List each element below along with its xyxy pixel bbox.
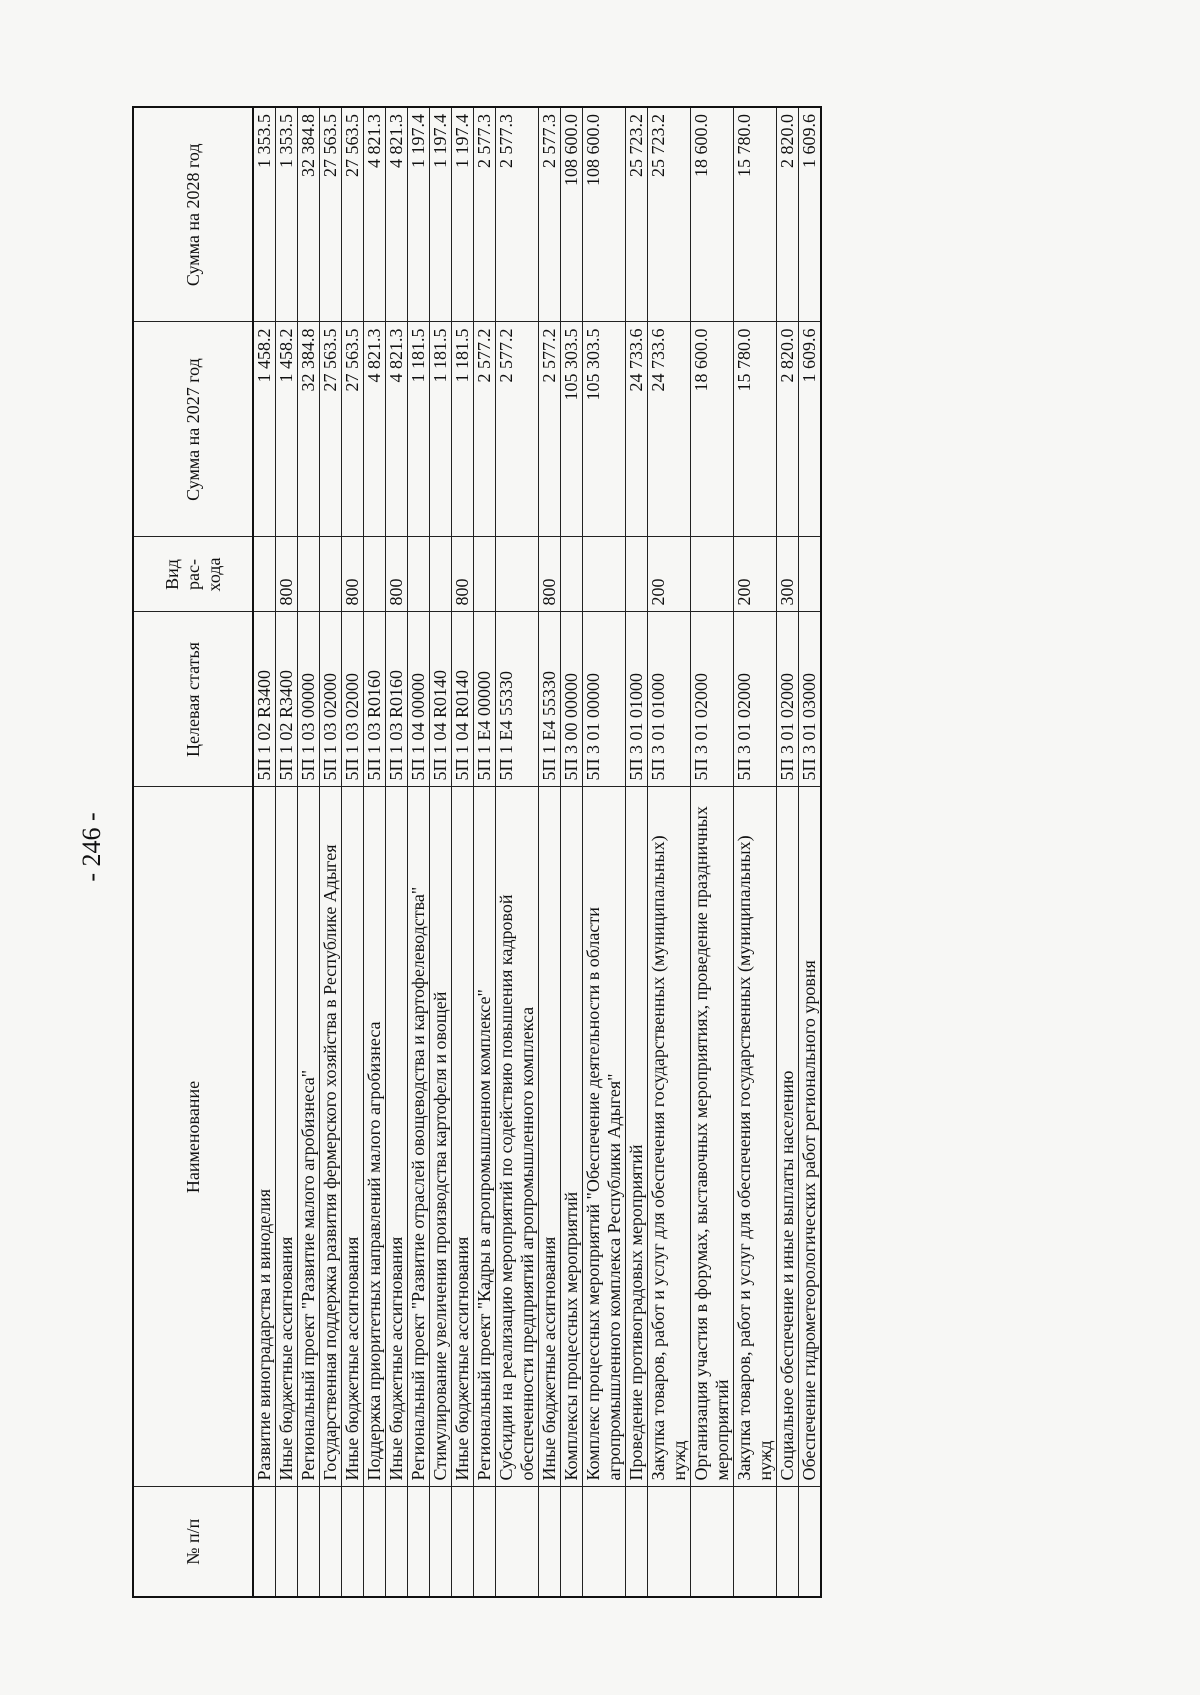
table-row xyxy=(320,107,342,1597)
cell-target: 5П 1 04 00000 xyxy=(408,612,430,787)
cell-num xyxy=(691,1487,734,1597)
cell-name: Иные бюджетные ассигнования xyxy=(386,787,408,1487)
cell-num xyxy=(320,1487,342,1597)
cell-name: Субсидии на реализацию мероприятий по содействию повышения кадровой обеспеченности предприятий агропромышленного комплекса xyxy=(496,787,539,1487)
cell-target: 5П 1 03 02000 xyxy=(320,612,342,787)
cell-num xyxy=(342,1487,364,1597)
cell-kind xyxy=(298,537,320,612)
cell-sum-2028: 1 353.5 xyxy=(253,107,276,322)
cell-target: 5П 3 01 02000 xyxy=(734,612,777,787)
cell-target: 5П 1 03 02000 xyxy=(342,612,364,787)
header-name: Наименование xyxy=(133,787,253,1487)
cell-num xyxy=(539,1487,561,1597)
cell-sum-2027: 2 577.2 xyxy=(496,322,539,537)
cell-num xyxy=(583,1487,626,1597)
cell-num xyxy=(408,1487,430,1597)
table-row xyxy=(539,107,561,1597)
cell-target: 5П 1 03 00000 xyxy=(298,612,320,787)
cell-name: Региональный проект "Развитие малого агробизнеса" xyxy=(298,787,320,1487)
cell-kind: 800 xyxy=(276,537,298,612)
cell-name: Развитие виноградарства и виноделия xyxy=(253,787,276,1487)
cell-sum-2028: 1 609.6 xyxy=(799,107,822,322)
cell-name: Комплексы процессных мероприятий xyxy=(561,787,583,1487)
cell-sum-2027: 1 609.6 xyxy=(799,322,822,537)
cell-sum-2028: 1 197.4 xyxy=(430,107,452,322)
cell-sum-2027: 1 181.5 xyxy=(430,322,452,537)
cell-target: 5П 3 01 03000 xyxy=(799,612,822,787)
cell-sum-2027: 105 303.5 xyxy=(561,322,583,537)
header-target: Целевая статья xyxy=(133,612,253,787)
cell-kind: 800 xyxy=(539,537,561,612)
cell-sum-2027: 1 458.2 xyxy=(276,322,298,537)
cell-sum-2028: 27 563.5 xyxy=(342,107,364,322)
cell-kind xyxy=(474,537,496,612)
cell-num xyxy=(430,1487,452,1597)
cell-sum-2027: 32 384.8 xyxy=(298,322,320,537)
cell-name: Иные бюджетные ассигнования xyxy=(342,787,364,1487)
cell-name: Иные бюджетные ассигнования xyxy=(539,787,561,1487)
cell-num xyxy=(777,1487,799,1597)
cell-sum-2027: 4 821.3 xyxy=(386,322,408,537)
cell-target: 5П 1 E4 00000 xyxy=(474,612,496,787)
cell-kind xyxy=(496,537,539,612)
cell-sum-2027: 1 458.2 xyxy=(253,322,276,537)
cell-sum-2028: 32 384.8 xyxy=(298,107,320,322)
cell-kind: 200 xyxy=(648,537,691,612)
cell-name: Иные бюджетные ассигнования xyxy=(276,787,298,1487)
cell-num xyxy=(364,1487,386,1597)
cell-sum-2027: 2 577.2 xyxy=(474,322,496,537)
cell-target: 5П 3 00 00000 xyxy=(561,612,583,787)
cell-target: 5П 1 E4 55330 xyxy=(496,612,539,787)
table-body xyxy=(253,107,821,1597)
cell-kind xyxy=(253,537,276,612)
cell-sum-2028: 15 780.0 xyxy=(734,107,777,322)
cell-sum-2027: 1 181.5 xyxy=(452,322,474,537)
cell-num xyxy=(496,1487,539,1597)
table-row xyxy=(626,107,648,1597)
table-row xyxy=(691,107,734,1597)
cell-target: 5П 3 01 00000 xyxy=(583,612,626,787)
table-row xyxy=(342,107,364,1597)
cell-sum-2028: 1 197.4 xyxy=(452,107,474,322)
cell-target: 5П 1 E4 55330 xyxy=(539,612,561,787)
cell-sum-2028: 108 600.0 xyxy=(561,107,583,322)
table-row xyxy=(298,107,320,1597)
cell-kind xyxy=(626,537,648,612)
cell-sum-2028: 2 577.3 xyxy=(539,107,561,322)
cell-kind xyxy=(799,537,822,612)
cell-name: Организация участия в форумах, выставочных мероприятиях, проведение праздничных мероприятий xyxy=(691,787,734,1487)
cell-name: Социальное обеспечение и иные выплаты населению xyxy=(777,787,799,1487)
cell-kind: 800 xyxy=(386,537,408,612)
cell-name: Стимулирование увеличения производства картофеля и овощей xyxy=(430,787,452,1487)
table-row xyxy=(583,107,626,1597)
cell-name: Закупка товаров, работ и услуг для обеспечения государственных (муниципальных) нужд xyxy=(734,787,777,1487)
cell-target: 5П 1 02 R3400 xyxy=(253,612,276,787)
document-page-rotated xyxy=(132,108,1050,1598)
table-row xyxy=(777,107,799,1597)
cell-sum-2027: 24 733.6 xyxy=(626,322,648,537)
cell-target: 5П 3 01 01000 xyxy=(626,612,648,787)
cell-num xyxy=(276,1487,298,1597)
header-2027: Сумма на 2027 год xyxy=(133,322,253,537)
cell-kind: 200 xyxy=(734,537,777,612)
table-header-row xyxy=(133,107,253,1597)
cell-name: Обеспечение гидрометеорологических работ регионального уровня xyxy=(799,787,822,1487)
cell-kind xyxy=(430,537,452,612)
cell-sum-2028: 25 723.2 xyxy=(648,107,691,322)
header-kind: Вид рас- хода xyxy=(133,537,253,612)
cell-kind xyxy=(320,537,342,612)
cell-sum-2028: 108 600.0 xyxy=(583,107,626,322)
cell-sum-2027: 4 821.3 xyxy=(364,322,386,537)
cell-num xyxy=(253,1487,276,1597)
cell-sum-2028: 18 600.0 xyxy=(691,107,734,322)
cell-sum-2027: 27 563.5 xyxy=(342,322,364,537)
cell-num xyxy=(386,1487,408,1597)
table-row xyxy=(408,107,430,1597)
cell-num xyxy=(474,1487,496,1597)
cell-name: Проведение противоградовых мероприятий xyxy=(626,787,648,1487)
table-row xyxy=(386,107,408,1597)
cell-sum-2028: 27 563.5 xyxy=(320,107,342,322)
header-2028: Сумма на 2028 год xyxy=(133,107,253,322)
cell-sum-2028: 1 197.4 xyxy=(408,107,430,322)
cell-sum-2027: 27 563.5 xyxy=(320,322,342,537)
cell-num xyxy=(626,1487,648,1597)
table-row xyxy=(276,107,298,1597)
cell-sum-2028: 2 577.3 xyxy=(496,107,539,322)
cell-sum-2027: 1 181.5 xyxy=(408,322,430,537)
cell-sum-2028: 2 820.0 xyxy=(777,107,799,322)
cell-name: Поддержка приоритетных направлений малого агробизнеса xyxy=(364,787,386,1487)
table-row xyxy=(648,107,691,1597)
cell-kind: 300 xyxy=(777,537,799,612)
table-row xyxy=(430,107,452,1597)
cell-num xyxy=(799,1487,822,1597)
cell-target: 5П 3 01 01000 xyxy=(648,612,691,787)
cell-sum-2028: 25 723.2 xyxy=(626,107,648,322)
table-row xyxy=(496,107,539,1597)
cell-target: 5П 1 02 R3400 xyxy=(276,612,298,787)
cell-name: Региональный проект "Кадры в агропромышленном комплексе" xyxy=(474,787,496,1487)
cell-kind: 800 xyxy=(452,537,474,612)
cell-target: 5П 3 01 02000 xyxy=(777,612,799,787)
table-row xyxy=(474,107,496,1597)
cell-sum-2027: 105 303.5 xyxy=(583,322,626,537)
table-row xyxy=(452,107,474,1597)
table-row xyxy=(561,107,583,1597)
cell-target: 5П 1 03 R0160 xyxy=(364,612,386,787)
cell-kind xyxy=(561,537,583,612)
cell-sum-2027: 18 600.0 xyxy=(691,322,734,537)
cell-name: Комплекс процессных мероприятий "Обеспечение деятельности в области агропромышленного комплекса Республики Адыгея" xyxy=(583,787,626,1487)
cell-num xyxy=(298,1487,320,1597)
cell-num xyxy=(734,1487,777,1597)
cell-target: 5П 1 03 R0160 xyxy=(386,612,408,787)
cell-kind xyxy=(364,537,386,612)
cell-kind xyxy=(691,537,734,612)
cell-sum-2027: 2 577.2 xyxy=(539,322,561,537)
cell-sum-2028: 4 821.3 xyxy=(364,107,386,322)
cell-name: Региональный проект "Развитие отраслей овощеводства и картофелеводства" xyxy=(408,787,430,1487)
table-row xyxy=(364,107,386,1597)
table-row xyxy=(799,107,822,1597)
cell-kind: 800 xyxy=(342,537,364,612)
cell-name: Иные бюджетные ассигнования xyxy=(452,787,474,1487)
page-number: - 246 - xyxy=(77,812,106,882)
cell-name: Государственная поддержка развития фермерского хозяйства в Республике Адыгея xyxy=(320,787,342,1487)
cell-num xyxy=(452,1487,474,1597)
cell-sum-2028: 4 821.3 xyxy=(386,107,408,322)
cell-sum-2027: 15 780.0 xyxy=(734,322,777,537)
table-row xyxy=(253,107,276,1597)
cell-name: Закупка товаров, работ и услуг для обеспечения государственных (муниципальных) нужд xyxy=(648,787,691,1487)
table-row xyxy=(734,107,777,1597)
cell-kind xyxy=(583,537,626,612)
cell-kind xyxy=(408,537,430,612)
cell-target: 5П 1 04 R0140 xyxy=(452,612,474,787)
header-num: № п/п xyxy=(133,1487,253,1597)
cell-sum-2028: 1 353.5 xyxy=(276,107,298,322)
cell-target: 5П 1 04 R0140 xyxy=(430,612,452,787)
cell-num xyxy=(561,1487,583,1597)
budget-table xyxy=(132,106,822,1598)
cell-sum-2027: 24 733.6 xyxy=(648,322,691,537)
cell-sum-2028: 2 577.3 xyxy=(474,107,496,322)
cell-sum-2027: 2 820.0 xyxy=(777,322,799,537)
cell-num xyxy=(648,1487,691,1597)
cell-target: 5П 3 01 02000 xyxy=(691,612,734,787)
